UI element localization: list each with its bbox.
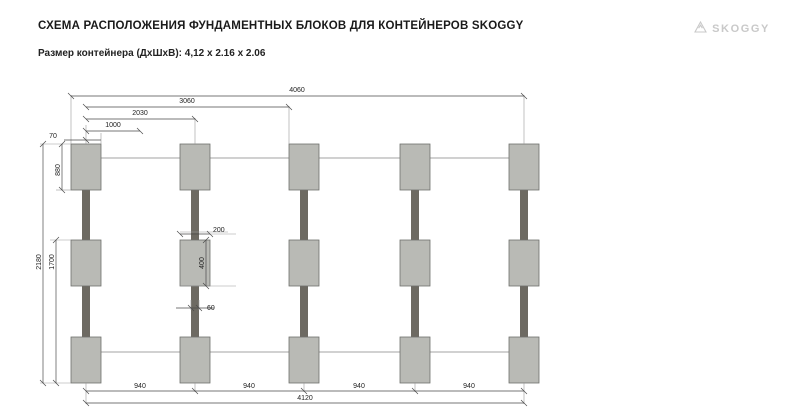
top-dimension-3060 xyxy=(83,98,292,110)
foundation-block xyxy=(180,337,210,383)
foundation-block xyxy=(289,240,319,286)
dim-label: 940 xyxy=(134,383,146,390)
foundation-block xyxy=(71,337,101,383)
top-dimension-70 xyxy=(49,133,101,143)
foundation-block xyxy=(289,337,319,383)
foundation-blocks-group xyxy=(71,144,539,383)
page-title: СХЕМА РАСПОЛОЖЕНИЯ ФУНДАМЕНТНЫХ БЛОКОВ ДЛЯ КОНТЕЙНЕРОВ SKOGGY xyxy=(38,20,524,32)
foundation-block xyxy=(180,144,210,190)
brand-text: SKOGGY xyxy=(712,23,770,35)
bottom-dimension-chain xyxy=(83,383,527,394)
dim-label: 200 xyxy=(213,227,225,234)
foundation-block xyxy=(71,144,101,190)
foundation-block xyxy=(509,240,539,286)
dim-label: 60 xyxy=(207,305,215,312)
bottom-dimension-4120 xyxy=(83,395,527,406)
dim-label: 1000 xyxy=(105,122,121,129)
left-dimension-2180 xyxy=(36,141,46,386)
foundation-block xyxy=(400,240,430,286)
dim-label: 70 xyxy=(49,133,57,140)
dim-label: 940 xyxy=(243,383,255,390)
page-subtitle: Размер контейнера (ДхШхВ): 4,12 х 2.16 х 2.06 xyxy=(38,48,266,59)
left-dimension-1700 xyxy=(49,237,59,386)
dim-label: 2030 xyxy=(132,110,148,117)
top-dimension-2030 xyxy=(83,110,198,122)
foundation-block xyxy=(289,144,319,190)
dim-label: 3060 xyxy=(179,98,195,105)
dim-label: 940 xyxy=(463,383,475,390)
dim-label: 880 xyxy=(55,164,62,176)
top-dimension-1000 xyxy=(83,122,143,134)
foundation-block xyxy=(400,337,430,383)
dim-label: 400 xyxy=(199,257,206,269)
left-dimension-880 xyxy=(55,141,65,193)
dim-label: 940 xyxy=(353,383,365,390)
foundation-block xyxy=(509,144,539,190)
dim-label: 4060 xyxy=(289,87,305,94)
dim-label: 1700 xyxy=(49,254,56,270)
foundation-block xyxy=(400,144,430,190)
top-dimension-4060 xyxy=(68,87,527,99)
foundation-block xyxy=(71,240,101,286)
top-extension-lines xyxy=(71,95,524,144)
dim-label: 4120 xyxy=(297,395,313,402)
dim-label: 2180 xyxy=(36,254,43,270)
foundation-block xyxy=(509,337,539,383)
